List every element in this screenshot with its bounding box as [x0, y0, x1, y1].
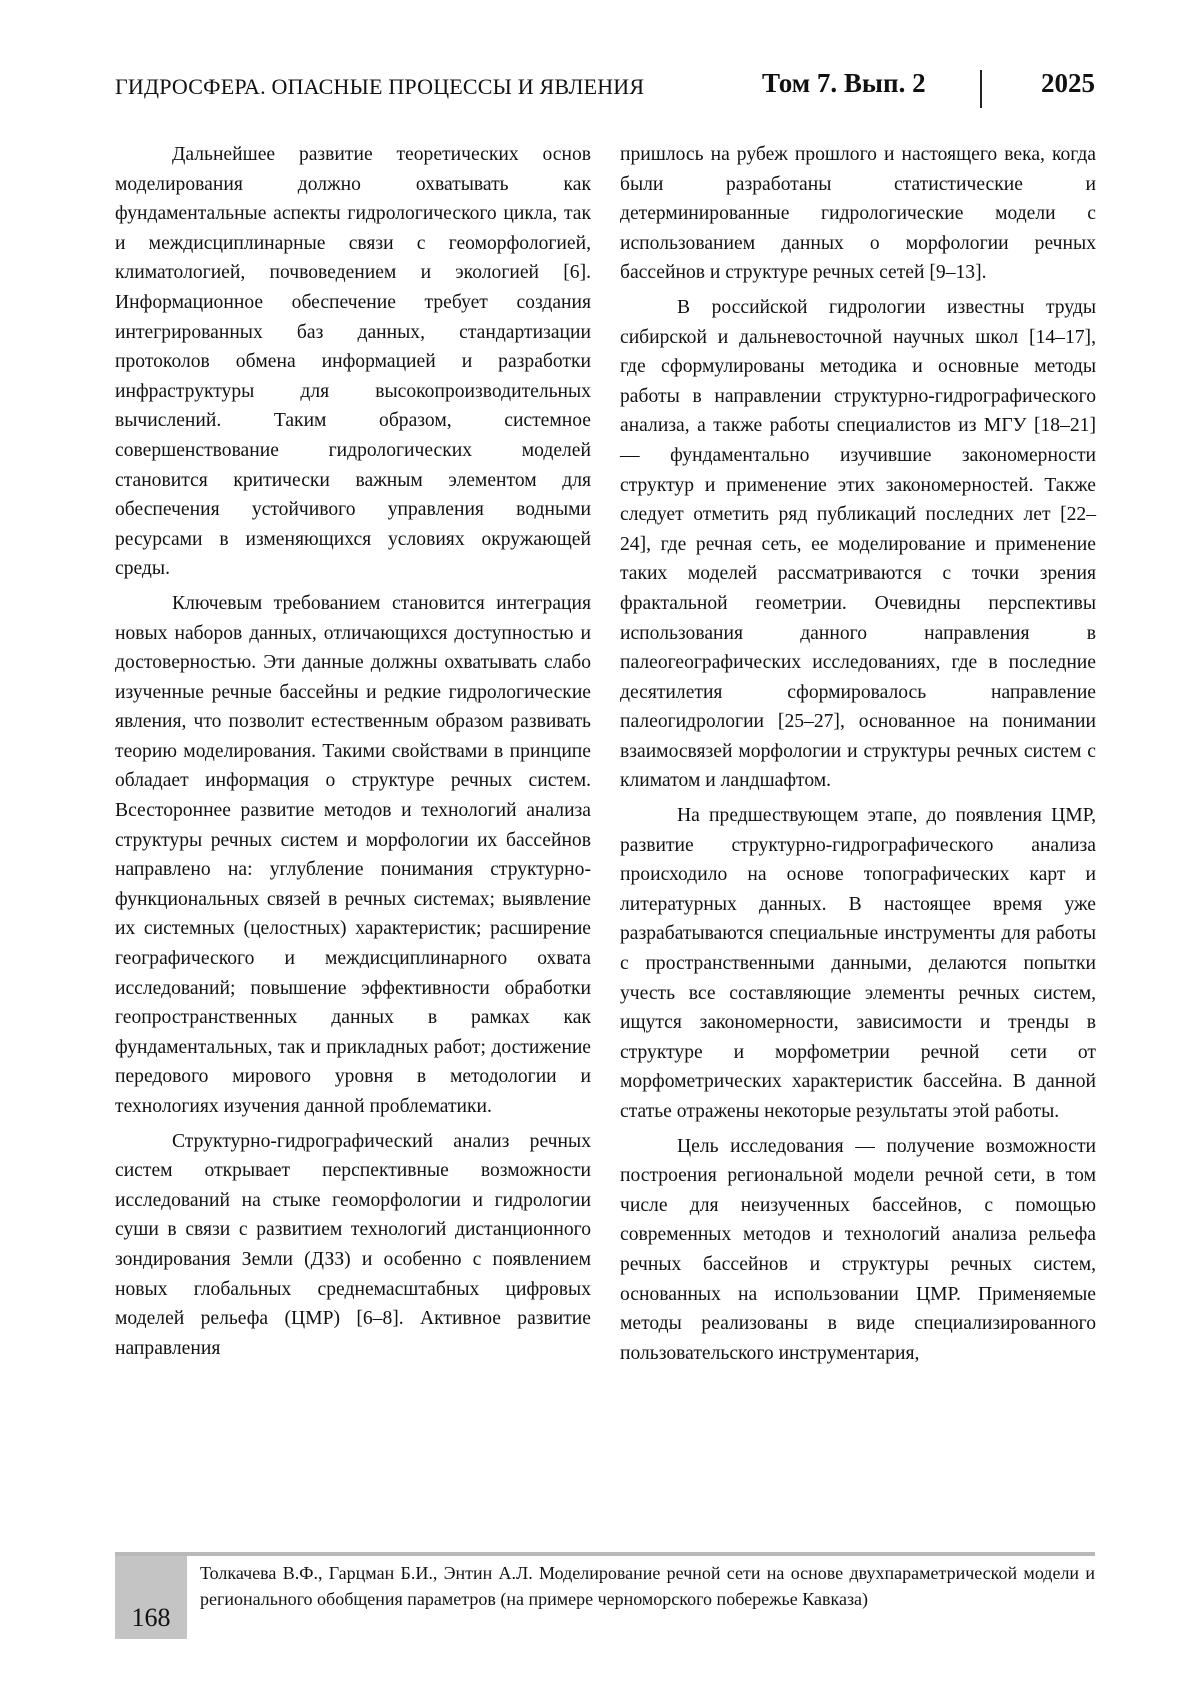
right-column: [620, 140, 1096, 1368]
paragraph: Ключевым требованием становится интеграция новых наборов данных, отличающихся доступностью и достоверностью. Эти данные должны охватывать слабо изученные речные бассейны и редкие гидрологические явления, что позволит естественным образом развивать теорию моделирования. Такими свойствами в принципе обладает информация о структуре речных систем. Всестороннее развитие методов и технологий анализа структуры речных систем и морфологии их бассейнов направлено на: углубление понимания структурно-функциональных связей в речных системах; выявление их системных (целостных) характеристик; расширение географического и междисциплинарного охвата исследований; повышение эффективности обработки геопространственных данных в рамках как фундаментальных, так и прикладных работ; достижение передового мирового уровня в методологии и технологиях изучения данной проблематики.: [115, 592, 591, 1117]
journal-title: ГИДРОСФЕРА. ОПАСНЫЕ ПРОЦЕССЫ И ЯВЛЕНИЯ: [115, 74, 645, 99]
publication-year: 2025: [1041, 68, 1095, 98]
paragraph: Структурно-гидрографический анализ речных систем открывает перспективные возможности исследований на стыке геоморфологии и гидрологии суши в связи с развитием технологий дистанционного зондирования Земли (ДЗЗ) и особенно с появлением новых глобальных среднемасштабных цифровых моделей рельефа (ЦМР) [6–8]. Активное развитие направления: [115, 1130, 591, 1359]
running-header: [115, 68, 1095, 112]
article-citation: Толкачева В.Ф., Гарцман Б.И., Энтин А.Л. Моделирование речной сети на основе двухпараметрической модели и регионального обобщения параметров (на примере черноморского побережье Кавказа): [200, 1563, 1095, 1609]
page-number: 168: [131, 1603, 171, 1632]
left-column: [115, 140, 591, 1363]
header-separator: [980, 70, 982, 108]
paragraph: На предшествующем этапе, до появления ЦМР, развитие структурно-гидрографического анализа происходило на основе топографических карт и литературных данных. В настоящее время уже разрабатываются специальные инструменты для работы с пространственными данными, делаются попытки учесть все составляющие элементы речных систем, ищутся закономерности, зависимости и тренды в структуре и морфометрии речной сети от морфометрических характеристик бассейна. В данной статье отражены некоторые результаты этой работы.: [620, 805, 1096, 1122]
paragraph: Цель исследования — получение возможности построения региональной модели речной сети, в том числе для неизученных бассейнов, с помощью современных методов и технологий анализа рельефа речных бассейнов и структуры речных систем, основанных на использовании ЦМР. Применяемые методы реализованы в виде специализированного пользовательского инструментария,: [620, 1135, 1096, 1364]
volume-issue: Том 7. Вып. 2: [762, 68, 926, 98]
paragraph: В российской гидрологии известны труды сибирской и дальневосточной научных школ [14–17], где сформулированы методика и основные методы работы в направлении структурно-гидрографического анализа, а также работы специалистов из МГУ [18–21] — фундаментально изучившие закономерности структур и применение этих закономерностей. Также следует отметить ряд публикаций последних лет [22–24], где речная сеть, ее моделирование и применение таких моделей рассматриваются с точки зрения фрактальной геометрии. Очевидны перспективы использования данного направления в палеогеографических исследованиях, где в последние десятилетия сформировалось направление палеогидрологии [25–27], основанное на понимании взаимосвязей морфологии и структуры речных систем с климатом и ландшафтом.: [620, 296, 1096, 792]
paragraph: Дальнейшее развитие теоретических основ моделирования должно охватывать как фундаментальные аспекты гидрологического цикла, так и междисциплинарные связи с геоморфологией, климатологией, почвоведением и экологией [6]. Информационное обеспечение требует создания интегрированных баз данных, стандартизации протоколов обмена информацией и разработки инфраструктуры для высокопроизводительных вычислений. Таким образом, системное совершенствование гидрологических моделей становится критически важным элементом для обеспечения устойчивого управления водными ресурсами в изменяющихся условиях окружающей среды.: [115, 144, 591, 580]
footer-divider: [115, 1552, 1095, 1556]
page-number-box: [115, 1556, 187, 1639]
paragraph-continued: пришлось на рубеж прошлого и настоящего века, когда были разработаны статистические и детерминированные гидрологические модели с использованием данных о морфологии речных бассейнов и структуре речных сетей [9–13].: [620, 144, 1096, 284]
